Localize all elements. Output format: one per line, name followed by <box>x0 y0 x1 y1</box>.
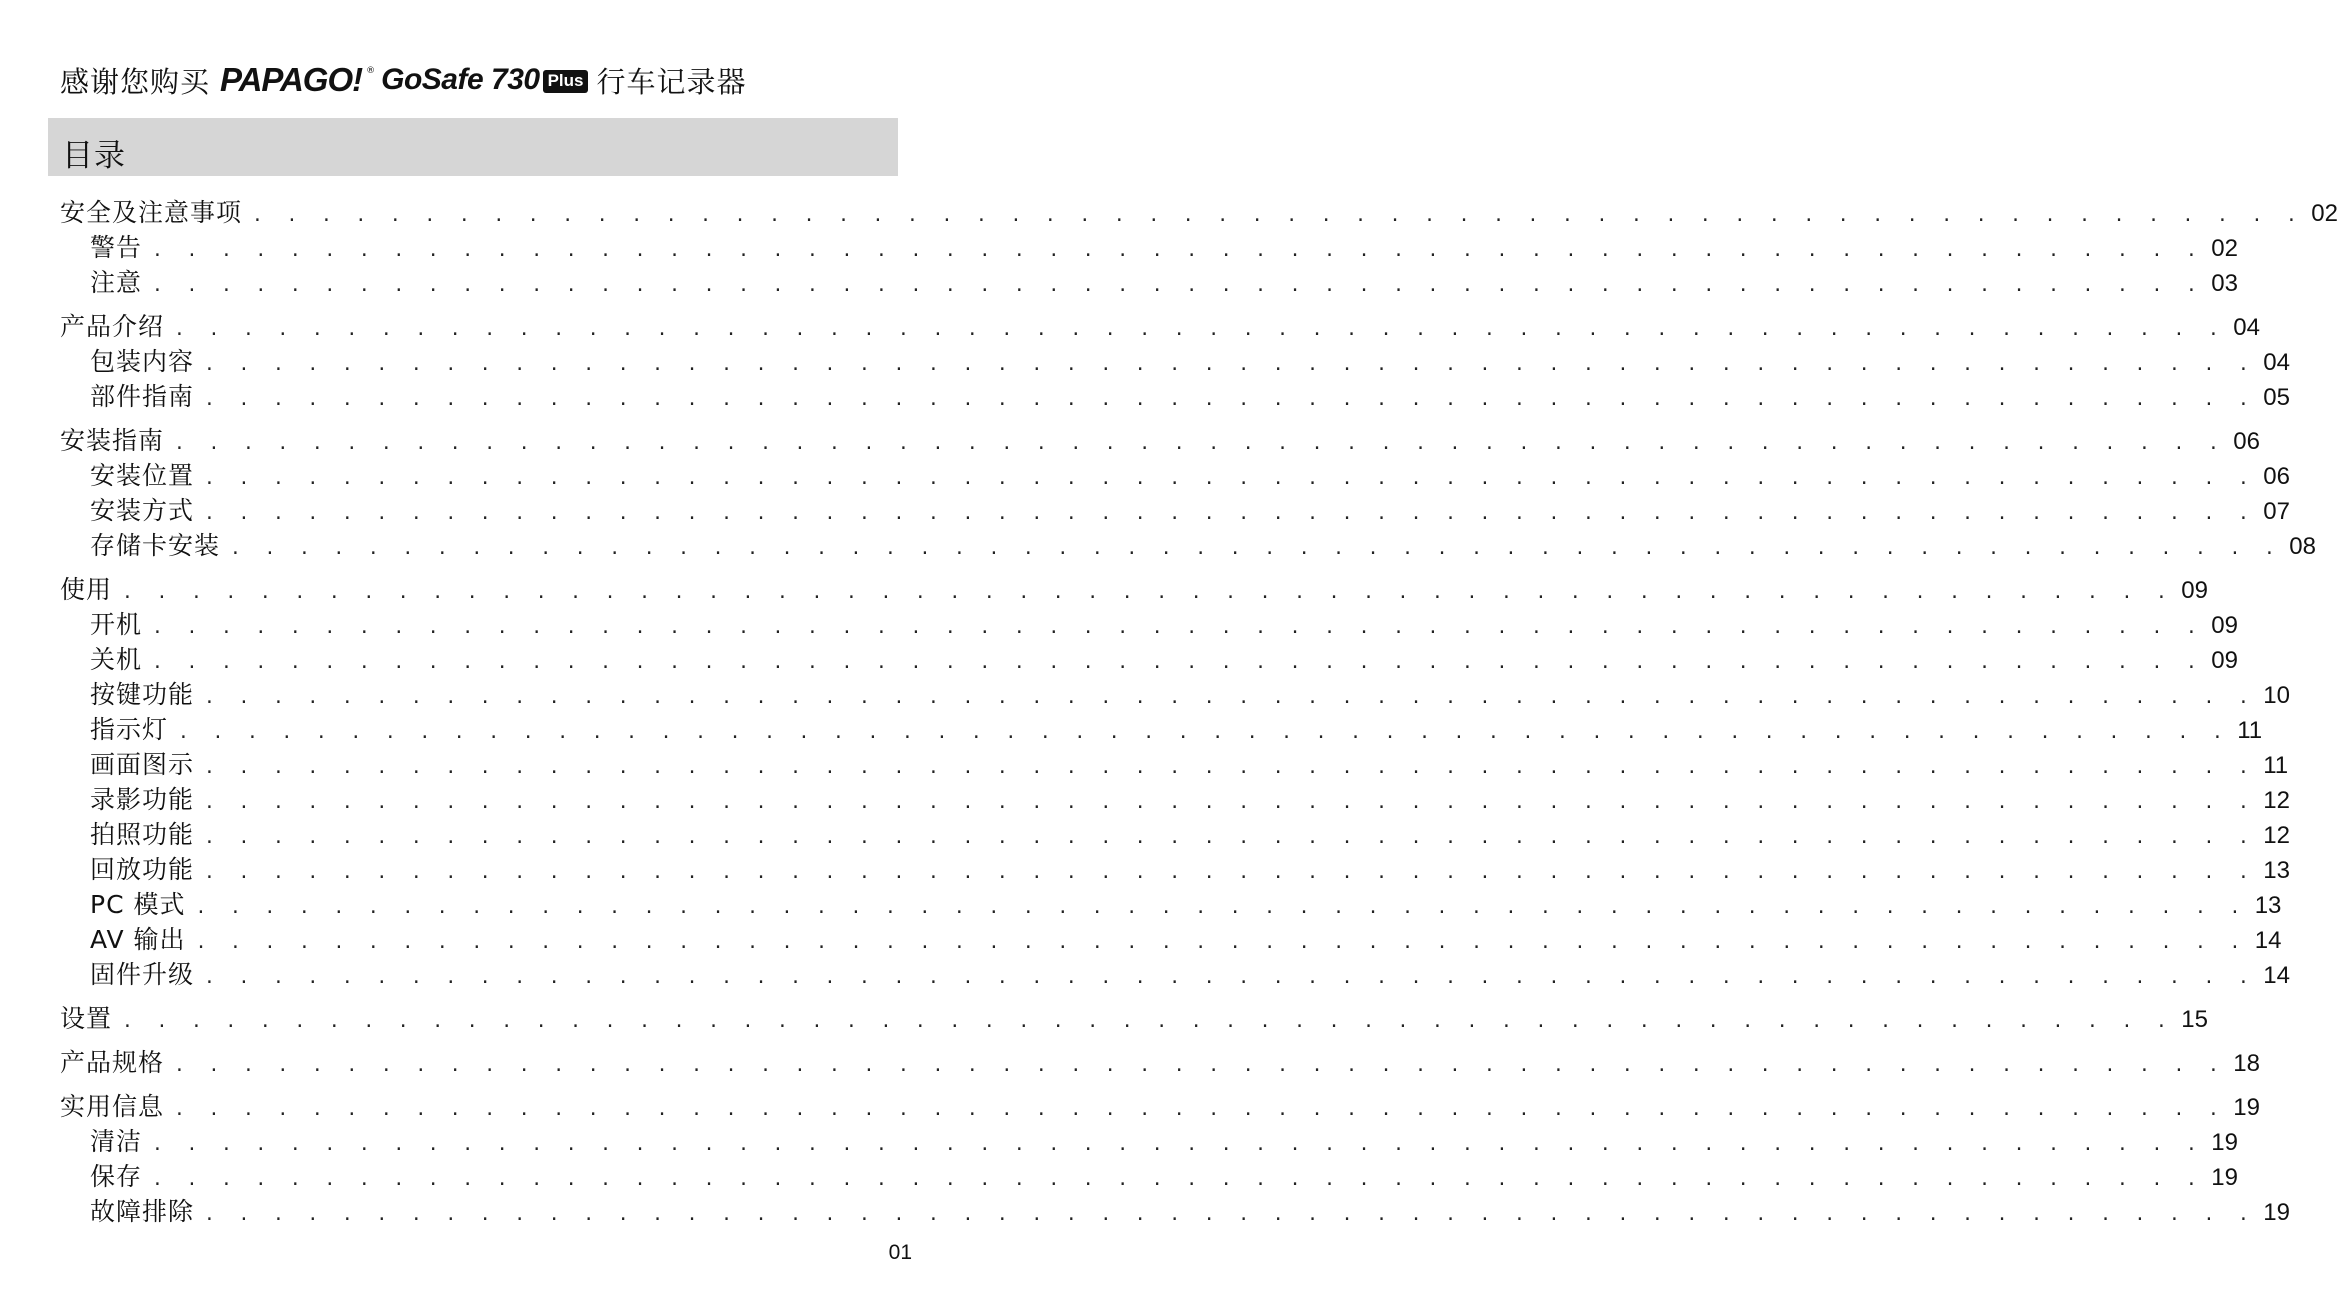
toc-entry-page: 09 <box>2211 612 2238 639</box>
toc-entry[interactable] <box>60 815 2290 850</box>
toc-entry-page: 11 <box>2263 752 2289 779</box>
toc-dot-leader: . . . . . . . . . . . . . . . . . . . . . . . . . . . . . . . . . . . . . . . . . . . . . . . . . . . . . . . . . . . . <box>204 862 2256 883</box>
toc-entry-label: PC 模式 <box>90 890 186 919</box>
toc-entry-label: 故障排除 <box>90 1197 195 1226</box>
toc-entry[interactable] <box>60 605 2238 640</box>
toc-dot-leader: . . . . . . . . . . . . . . . . . . . . . . . . . . . . . . . . . . . . . . . . . . . . . . . . . . . . . . . . . . . . <box>152 1134 2204 1155</box>
toc-dot-leader: . . . . . . . . . . . . . . . . . . . . . . . . . . . . . . . . . . . . . . . . . . . . . . . . . . . . . . . . . . . . <box>174 1055 2226 1076</box>
toc-entry-page: 02 <box>2211 235 2238 262</box>
toc-entry[interactable] <box>60 955 2290 990</box>
toc-dot-leader: . . . . . . . . . . . . . . . . . . . . . . . . . . . . . . . . . . . . . . . . . . . . . . . . . . . . . . . . . . . . <box>204 354 2256 375</box>
toc-entry-label: 按键功能 <box>90 680 195 709</box>
toc-entry-page: 19 <box>2211 1164 2238 1191</box>
toc-entry[interactable] <box>60 421 2260 456</box>
toc-entry-label: 指示灯 <box>90 715 169 744</box>
toc-entry[interactable] <box>60 1087 2260 1122</box>
toc-entry[interactable] <box>60 228 2238 263</box>
toc-dot-leader: . . . . . . . . . . . . . . . . . . . . . . . . . . . . . . . . . . . . . . . . . . . . . . . . . . . . . . . . . . . . <box>204 792 2256 813</box>
toc-entry-label: 注意 <box>90 268 143 297</box>
toc-entry-page: 19 <box>2211 1129 2238 1156</box>
toc-dot-leader: . . . . . . . . . . . . . . . . . . . . . . . . . . . . . . . . . . . . . . . . . . . . . . . . . . . . . . . . . . . . <box>204 827 2256 848</box>
document-header <box>60 58 746 102</box>
toc-dot-leader: . . . . . . . . . . . . . . . . . . . . . . . . . . . . . . . . . . . . . . . . . . . . . . . . . . . . . . . . . . . . <box>204 468 2256 489</box>
toc-entry-label: 部件指南 <box>90 382 195 411</box>
plus-badge: Plus <box>543 70 589 93</box>
toc-entry-label: 产品规格 <box>60 1048 165 1077</box>
toc-entry-page: 09 <box>2181 577 2208 604</box>
header-suffix: 行车记录器 <box>596 64 747 99</box>
toc-entry-page: 04 <box>2233 314 2260 341</box>
toc-entry-label: 警告 <box>90 233 143 262</box>
toc-entry-label: 安装方式 <box>90 496 195 525</box>
toc-entry-page: 10 <box>2263 682 2290 709</box>
toc-entry-page: 06 <box>2233 428 2260 455</box>
toc-entry-page: 13 <box>2263 857 2290 884</box>
toc-entry-label: 使用 <box>60 575 113 604</box>
toc-entry[interactable] <box>60 1043 2260 1078</box>
toc-entry-page: 14 <box>2254 927 2282 954</box>
toc-dot-leader: . . . . . . . . . . . . . . . . . . . . . . . . . . . . . . . . . . . . . . . . . . . . . . . . . . . . . . . . . . . . <box>152 1169 2204 1190</box>
toc-dot-leader: . . . . . . . . . . . . . . . . . . . . . . . . . . . . . . . . . . . . . . . . . . . . . . . . . . . . . . . . . . . . <box>174 319 2226 340</box>
toc-dot-leader: . . . . . . . . . . . . . . . . . . . . . . . . . . . . . . . . . . . . . . . . . . . . . . . . . . . . . . . . . . . . <box>204 1204 2256 1225</box>
toc-entry[interactable] <box>60 570 2208 605</box>
toc-entry-page: 03 <box>2211 270 2238 297</box>
toc-title: 目录 <box>62 138 126 174</box>
toc-entry[interactable] <box>60 640 2238 675</box>
toc-entry-label: 存储卡安装 <box>90 531 221 560</box>
toc-entry-label: 拍照功能 <box>90 820 195 849</box>
toc-entry[interactable] <box>60 675 2290 710</box>
toc-dot-leader: . . . . . . . . . . . . . . . . . . . . . . . . . . . . . . . . . . . . . . . . . . . . . . . . . . . . . . . . . . . . <box>152 617 2204 638</box>
toc-dot-leader: . . . . . . . . . . . . . . . . . . . . . . . . . . . . . . . . . . . . . . . . . . . . . . . . . . . . . . . . . . . . <box>230 538 2282 559</box>
toc-entry-page: 19 <box>2263 1199 2290 1226</box>
toc-banner <box>48 118 898 176</box>
toc-dot-leader: . . . . . . . . . . . . . . . . . . . . . . . . . . . . . . . . . . . . . . . . . . . . . . . . . . . . . . . . . . . . <box>174 1099 2226 1120</box>
toc-dot-leader: . . . . . . . . . . . . . . . . . . . . . . . . . . . . . . . . . . . . . . . . . . . . . . . . . . . . . . . . . . . . <box>204 757 2256 778</box>
toc-entry-page: 15 <box>2181 1006 2208 1033</box>
toc-dot-leader: . . . . . . . . . . . . . . . . . . . . . . . . . . . . . . . . . . . . . . . . . . . . . . . . . . . . . . . . . . . . <box>174 433 2226 454</box>
table-of-contents <box>60 193 2338 1227</box>
toc-entry-page: 06 <box>2263 463 2290 490</box>
toc-entry-label: 画面图示 <box>90 750 195 779</box>
toc-entry-page: 02 <box>2311 200 2338 227</box>
toc-entry-label: 设置 <box>60 1004 113 1033</box>
toc-entry[interactable] <box>60 491 2290 526</box>
header-prefix: 感谢您购买 <box>60 64 211 99</box>
toc-entry[interactable] <box>60 377 2290 412</box>
toc-entry[interactable] <box>60 307 2260 342</box>
toc-entry-label: 产品介绍 <box>60 312 165 341</box>
toc-entry[interactable] <box>60 1157 2238 1192</box>
toc-entry-label: 安全及注意事项 <box>60 198 243 227</box>
toc-entry-page: 05 <box>2263 384 2290 411</box>
toc-entry-label: 清洁 <box>90 1127 143 1156</box>
toc-dot-leader: . . . . . . . . . . . . . . . . . . . . . . . . . . . . . . . . . . . . . . . . . . . . . . . . . . . . . . . . . . . . <box>122 582 2174 603</box>
toc-entry[interactable] <box>60 456 2290 491</box>
toc-entry-page: 19 <box>2233 1094 2260 1121</box>
toc-entry[interactable] <box>60 193 2338 228</box>
toc-entry-page: 13 <box>2254 892 2282 919</box>
toc-entry-label: 安装指南 <box>60 426 165 455</box>
toc-entry-page: 14 <box>2263 962 2290 989</box>
toc-dot-leader: . . . . . . . . . . . . . . . . . . . . . . . . . . . . . . . . . . . . . . . . . . . . . . . . . . . . . . . . . . . . <box>204 967 2256 988</box>
toc-entry-label: 回放功能 <box>90 855 195 884</box>
toc-entry-page: 12 <box>2263 822 2290 849</box>
toc-entry-label: 关机 <box>90 645 143 674</box>
toc-entry[interactable] <box>60 999 2208 1034</box>
toc-entry-page: 12 <box>2263 787 2290 814</box>
toc-dot-leader: . . . . . . . . . . . . . . . . . . . . . . . . . . . . . . . . . . . . . . . . . . . . . . . . . . . . . . . . . . . . <box>152 652 2204 673</box>
toc-dot-leader: . . . . . . . . . . . . . . . . . . . . . . . . . . . . . . . . . . . . . . . . . . . . . . . . . . . . . . . . . . . . <box>152 275 2204 296</box>
toc-entry[interactable] <box>60 1122 2238 1157</box>
toc-entry-label: 保存 <box>90 1162 143 1191</box>
toc-dot-leader: . . . . . . . . . . . . . . . . . . . . . . . . . . . . . . . . . . . . . . . . . . . . . . . . . . . . . . . . . . . . <box>204 389 2256 410</box>
toc-entry-label: 开机 <box>90 610 143 639</box>
toc-dot-leader: . . . . . . . . . . . . . . . . . . . . . . . . . . . . . . . . . . . . . . . . . . . . . . . . . . . . . . . . . . . . <box>252 205 2304 226</box>
toc-entry-label: 固件升级 <box>90 960 195 989</box>
product-name: GoSafe 730 <box>381 63 540 96</box>
papago-logo: PAPAGO! <box>220 61 363 98</box>
toc-dot-leader: . . . . . . . . . . . . . . . . . . . . . . . . . . . . . . . . . . . . . . . . . . . . . . . . . . . . . . . . . . . . <box>204 687 2256 708</box>
toc-entry-label: 包装内容 <box>90 347 195 376</box>
toc-entry-page: 18 <box>2233 1050 2260 1077</box>
toc-entry[interactable] <box>60 263 2238 298</box>
toc-entry[interactable] <box>60 710 2263 745</box>
toc-dot-leader: . . . . . . . . . . . . . . . . . . . . . . . . . . . . . . . . . . . . . . . . . . . . . . . . . . . . . . . . . . . . <box>122 1011 2174 1032</box>
toc-entry[interactable] <box>60 745 2289 780</box>
toc-dot-leader: . . . . . . . . . . . . . . . . . . . . . . . . . . . . . . . . . . . . . . . . . . . . . . . . . . . . . . . . . . . . <box>152 240 2204 261</box>
toc-dot-leader: . . . . . . . . . . . . . . . . . . . . . . . . . . . . . . . . . . . . . . . . . . . . . . . . . . . . . . . . . . . . <box>195 932 2247 953</box>
toc-entry[interactable] <box>60 780 2290 815</box>
toc-entry[interactable] <box>60 1192 2290 1227</box>
toc-dot-leader: . . . . . . . . . . . . . . . . . . . . . . . . . . . . . . . . . . . . . . . . . . . . . . . . . . . . . . . . . . . . <box>178 722 2230 743</box>
toc-entry-page: 08 <box>2289 533 2316 560</box>
toc-entry-label: 安装位置 <box>90 461 195 490</box>
toc-entry[interactable] <box>60 885 2282 920</box>
toc-dot-leader: . . . . . . . . . . . . . . . . . . . . . . . . . . . . . . . . . . . . . . . . . . . . . . . . . . . . . . . . . . . . <box>204 503 2256 524</box>
toc-entry[interactable] <box>60 526 2316 561</box>
toc-entry-page: 11 <box>2237 717 2263 744</box>
toc-dot-leader: . . . . . . . . . . . . . . . . . . . . . . . . . . . . . . . . . . . . . . . . . . . . . . . . . . . . . . . . . . . . <box>195 897 2247 918</box>
page-number: 01 <box>888 1241 912 1264</box>
toc-entry-page: 04 <box>2263 349 2290 376</box>
toc-entry-label: AV 输出 <box>90 925 186 954</box>
toc-entry[interactable] <box>60 342 2290 377</box>
toc-entry[interactable] <box>60 920 2282 955</box>
toc-entry-page: 09 <box>2211 647 2238 674</box>
toc-entry-page: 07 <box>2263 498 2290 525</box>
registered-mark: ® <box>366 66 376 76</box>
toc-entry[interactable] <box>60 850 2290 885</box>
toc-entry-label: 录影功能 <box>90 785 195 814</box>
toc-entry-label: 实用信息 <box>60 1092 165 1121</box>
